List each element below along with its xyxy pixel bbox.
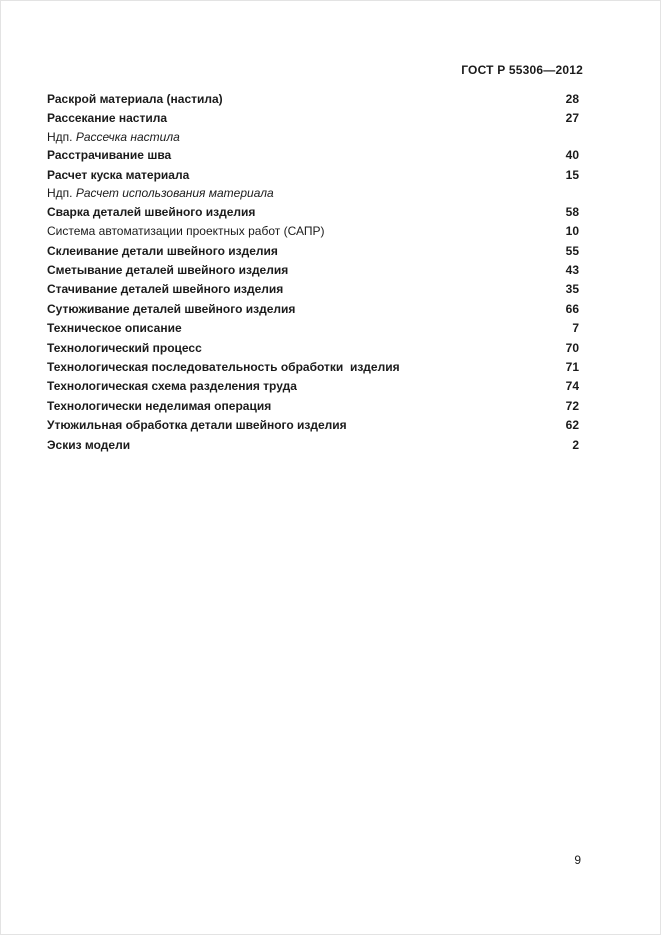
index-entry-number: 2 <box>572 437 579 452</box>
index-entry <box>47 146 579 165</box>
index-entry <box>47 396 579 415</box>
index-entry-term: Технологическая схема разделения труда <box>47 379 297 394</box>
index-entry <box>47 108 579 127</box>
index-entry-number: 40 <box>565 148 579 163</box>
index-entry-term: Расстрачивание шва <box>47 148 172 163</box>
index-entry-term: Стачивание деталей швейного изделия <box>47 282 284 297</box>
index-entry <box>47 377 579 396</box>
index-entry <box>47 280 579 299</box>
standard-designation-header: ГОСТ Р 55306—2012 <box>461 63 583 77</box>
index-entry <box>47 222 579 241</box>
index-entry-term: Склеивание детали швейного изделия <box>47 243 278 258</box>
ndp-prefix: Ндп. <box>47 129 76 144</box>
term-index-list <box>47 89 579 454</box>
index-entry-number: 28 <box>565 91 579 106</box>
index-entry-number: 62 <box>565 418 579 433</box>
index-entry-term: Технологическая последовательность обработки изделия <box>47 359 400 374</box>
index-entry-term: Технологически неделимая операция <box>47 398 272 413</box>
index-entry-number: 35 <box>565 282 579 297</box>
index-entry <box>47 299 579 318</box>
index-entry-term: Система автоматизации проектных работ (САПР) <box>47 224 325 239</box>
index-entry-number: 27 <box>565 111 579 126</box>
ndp-prefix: Ндп. <box>47 186 76 201</box>
ndp-term-text: Расчет использования материала <box>75 186 274 201</box>
index-entry-number: 15 <box>565 167 579 182</box>
index-entry-number: 58 <box>565 204 579 219</box>
index-entry <box>47 165 579 184</box>
index-entry-term: Эскиз модели <box>47 437 131 452</box>
index-entry <box>47 260 579 279</box>
index-entry-number: 10 <box>565 224 579 239</box>
index-entry-term: Сварка деталей швейного изделия <box>47 204 256 219</box>
index-entry-number: 70 <box>565 340 579 355</box>
index-entry <box>47 319 579 338</box>
index-entry-term: Технологический процесс <box>47 340 202 355</box>
index-entry-term: Техническое описание <box>47 321 182 336</box>
index-entry-number: 7 <box>572 321 579 336</box>
index-entry-term: Сметывание деталей швейного изделия <box>47 263 289 278</box>
index-entry <box>47 338 579 357</box>
index-entry-term: Сутюживание деталей швейного изделия <box>47 301 296 316</box>
ndp-term-text: Рассечка настила <box>75 129 180 144</box>
index-entry-number: 74 <box>565 379 579 394</box>
index-entry-term: Рассекание настила <box>47 111 167 126</box>
index-entry <box>47 202 579 221</box>
index-entry <box>47 357 579 376</box>
index-entry <box>47 89 579 108</box>
index-entry-term: Утюжильная обработка детали швейного изделия <box>47 418 347 433</box>
index-entry-term: Расчет куска материала <box>47 167 190 182</box>
index-entry-number: 72 <box>565 398 579 413</box>
index-entry-number: 66 <box>565 301 579 316</box>
index-entry-number: 71 <box>565 359 579 374</box>
index-entry-number: 55 <box>565 243 579 258</box>
index-entry <box>47 415 579 434</box>
index-entry-term: Раскрой материала (настила) <box>47 91 223 106</box>
index-entry-number: 43 <box>565 263 579 278</box>
index-entry <box>47 435 579 454</box>
page-number: 9 <box>574 853 581 867</box>
index-entry-inadmissible-synonym <box>47 184 579 202</box>
index-entry-inadmissible-synonym <box>47 128 579 146</box>
index-entry <box>47 241 579 260</box>
